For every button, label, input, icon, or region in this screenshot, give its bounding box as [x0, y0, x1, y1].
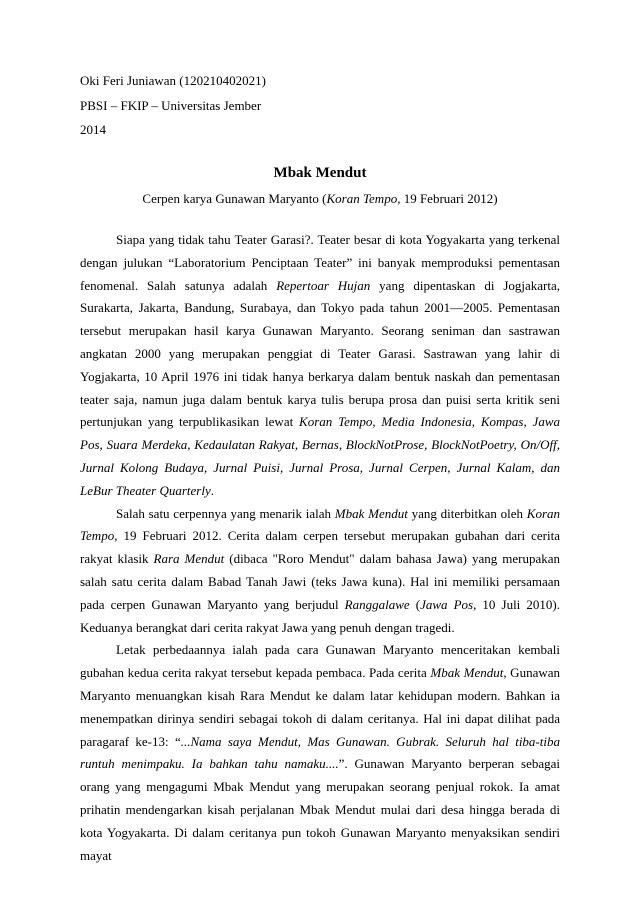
italic-run: Ranggalawe: [344, 596, 410, 612]
text-run: Gunawan Maryanto menuangkan kisah Rara Mendut ke dalam latar kehidupan modern. Bahkan ia menempatkan dirinya sendiri sebagai tokoh di dalam ceritanya. Hal ini dapat dilihat pada paragaraf ke-13: “: [80, 665, 560, 749]
paragraph: [80, 639, 560, 867]
text-run: .: [210, 482, 214, 498]
text-run: (dibaca "Roro Mendut" dalam bahasa Jawa) yang merupakan salah satu cerita dalam Babad Tanah Jawi (teks Jawa kuna). Hal ini memiliki persamaan pada cerpen Gunawan Maryanto yang berjudul: [80, 551, 560, 612]
italic-run: Rara Mendut: [153, 551, 225, 567]
year-line: 2014: [80, 122, 106, 137]
text-run: , 10 Juli 2010). Keduanya berangkat dari cerita rakyat Jawa yang penuh dengan tragedi.: [80, 596, 560, 635]
author-line: Oki Feri Juniawan (120210402021): [80, 73, 266, 88]
text-run: yang dipentaskan di Jogjakarta, Surakarta, Jakarta, Bandung, Surabaya, dan Tokyo pada tahun 2001—2005. Pementasan tersebut merupakan hasil karya Gunawan Maryanto. Seorang seniman dan sastrawan angkatan 2000 yang merupakan penggiat di Teater Garasi. Sastrawan yang lahir di Yogjakarta, 10 April 1976 ini tidak hanya berkarya dalam bentuk naskah dan pementasan teater saja, namun juga dalam bentuk karya tulis berupa prosa dan puisi serta kritik seni pertunjukan yang terpublikasikan lewat: [80, 277, 560, 430]
institution-line: PBSI – FKIP – Universitas Jember: [80, 98, 262, 113]
subtitle-source: Koran Tempo: [326, 191, 398, 206]
text-run: Salah satu cerpennya yang menarik ialah: [116, 505, 335, 521]
text-run: , 19 Februari 2012. Cerita dalam cerpen tersebut merupakan gubahan dari cerita rakyat klasik: [80, 528, 560, 567]
italic-run: Jawa Pos: [420, 596, 474, 612]
subtitle-date: , 19 Februari 2012): [397, 191, 498, 206]
italic-run: Repertoar Hujan: [276, 277, 371, 293]
italic-run: Koran Tempo: [80, 505, 561, 544]
text-run: yang diterbitkan oleh: [407, 505, 527, 521]
document-title: Mbak Mendut: [273, 165, 367, 181]
subtitle-text: Cerpen karya Gunawan Maryanto (: [142, 191, 327, 206]
text-run: ”. Gunawan Maryanto berperan sebagai orang yang mengagumi Mbak Mendut yang merupakan seorang penjual rokok. Ia amat prihatin mendengarkan kisah perjalanan Mbak Mendut mulai dari desa hingga berada di kota Yogyakarta. Di dalam ceritanya pun tokoh Gunawan Maryanto menyaksikan sendiri mayat: [80, 756, 561, 863]
paragraph: [80, 503, 560, 640]
italic-run: Koran Tempo, Media Indonesia, Kompas, Jawa Pos, Suara Merdeka, Kedaulatan Rakyat, Bernas, BlockNotProse, BlockNotPoetry, On/Off, Jurnal Kolong Budaya, Jurnal Puisi, Jurnal Prosa, Jurnal Cerpen, Jurnal Kalam, dan LeBur Theater Quarterly: [80, 414, 560, 498]
document-subtitle: [80, 191, 560, 207]
italic-run: ...Nama saya Mendut, Mas Gunawan. Gubrak. Seluruh hal tiba-tiba runtuh menimpaku. Ia bahkan tahu namaku....: [80, 733, 560, 772]
italic-run: Mbak Mendut: [334, 505, 408, 521]
paragraph: [80, 229, 560, 503]
text-run: (: [409, 596, 421, 612]
text-run: Siapa yang tidak tahu Teater Garasi?. Teater besar di kota Yogyakarta yang terkenal dengan julukan “Laboratorium Penciptaan Teater” ini banyak memproduksi pementasan fenomenal. Salah satunya adalah: [80, 232, 560, 293]
body-text: [80, 229, 560, 867]
italic-run: Mbak Mendut,: [430, 665, 507, 681]
text-run: Letak perbedaannya ialah pada cara Gunawan Maryanto menceritakan kembali gubahan kedua cerita rakyat tersebut kepada pembaca. Pada cerita: [80, 642, 560, 681]
